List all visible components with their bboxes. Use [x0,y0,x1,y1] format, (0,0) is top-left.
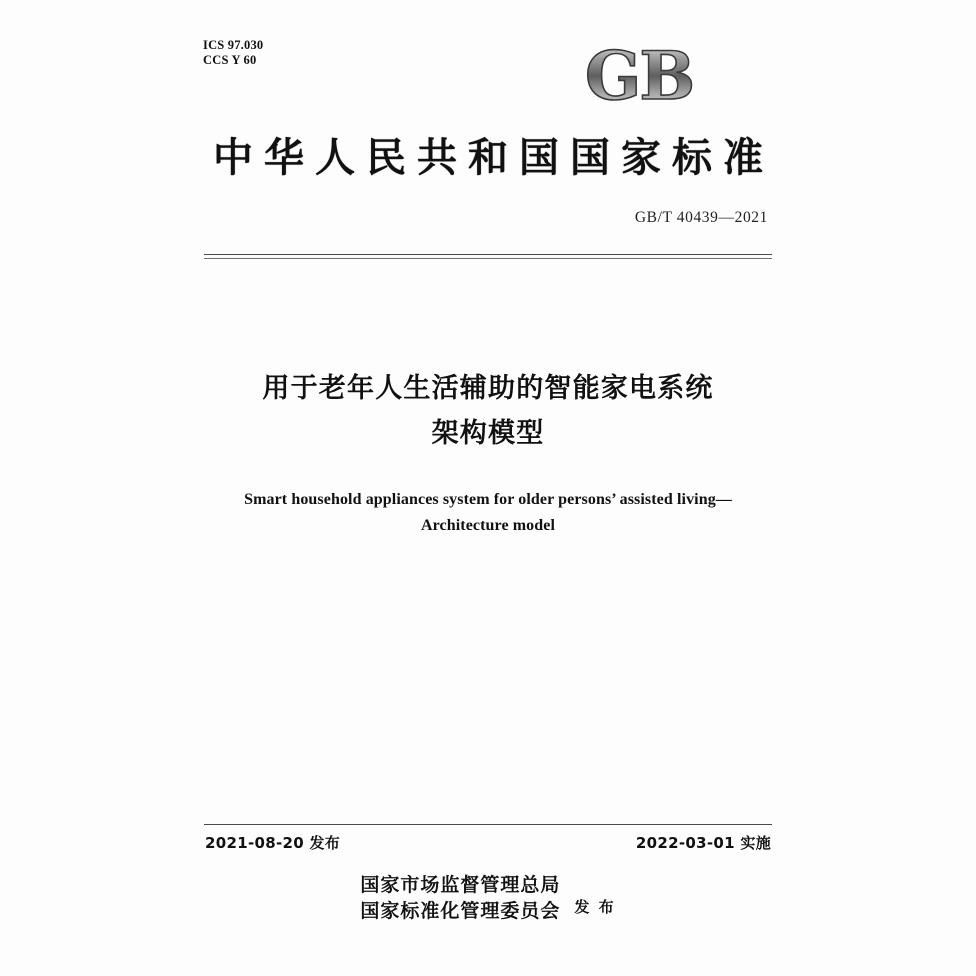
ics-code: ICS 97.030 [203,38,264,52]
issuer-action-label: 发 布 [574,897,616,916]
divider-bottom [204,824,772,825]
issuer-line-1: 国家市场监督管理总局 [360,874,561,896]
svg-text:GB: GB [585,44,694,106]
issuer-inner [360,872,615,924]
document-title-cn-line2: 架构模型 [431,418,545,449]
issue-date: 2021-08-20 发布 [205,834,341,852]
issuer-block [0,872,976,924]
divider-top [204,254,772,255]
implementation-date: 2022-03-01 实施 [635,834,771,852]
page-title: 中华人民共和国国家标准 [213,134,774,181]
standard-number: GB/T 40439—2021 [634,209,768,226]
gb-emblem-icon [583,44,711,106]
document-title-en-line2: Architecture model [420,517,556,534]
issuer-line-2: 国家标准化管理委员会 [360,900,561,922]
issuer-names [360,872,560,924]
ccs-code: CCS Y 60 [203,53,257,67]
classification-codes [203,38,263,68]
document-title-en-line1: Smart household appliances system for older persons’ assisted living— [244,491,732,508]
document-title-cn [150,366,826,456]
document-title-en [150,487,826,539]
document-title-cn-line1: 用于老年人生活辅助的智能家电系统 [262,373,714,404]
